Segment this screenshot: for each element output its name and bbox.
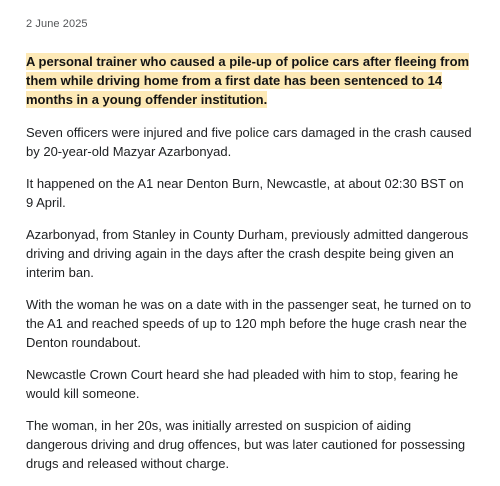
paragraph-5: Newcastle Crown Court heard she had pleaded with him to stop, fearing he would kill someone. [26, 367, 459, 401]
article-date: 2 June 2025 [26, 18, 88, 30]
paragraph-2: It happened on the A1 near Denton Burn, Newcastle, at about 02:30 BST on 9 April. [26, 176, 464, 210]
paragraph-6: The woman, in her 20s, was initially arrested on suspicion of aiding dangerous driving and drug offences, but was later cautioned for possessing drugs and released without charge. [26, 418, 466, 471]
paragraph-3: Azarbonyad, from Stanley in County Durham, previously admitted dangerous driving and driving again in the days after the crash despite being given an interim ban. [26, 227, 469, 280]
paragraph-1: Seven officers were injured and five police cars damaged in the crash caused by 20-year-old Mazyar Azarbonyad. [26, 125, 472, 159]
lede-highlight: A personal trainer who caused a pile-up of police cars after fleeing from them while driving home from a first date has been sentenced to 14 months in a young offender institution. [26, 54, 470, 107]
paragraph-4: With the woman he was on a date with in the passenger seat, he turned on to the A1 and reached speeds of up to 120 mph before the huge crash near the Denton roundabout. [26, 297, 472, 350]
article-body [26, 52, 474, 486]
article-lede [26, 52, 474, 109]
